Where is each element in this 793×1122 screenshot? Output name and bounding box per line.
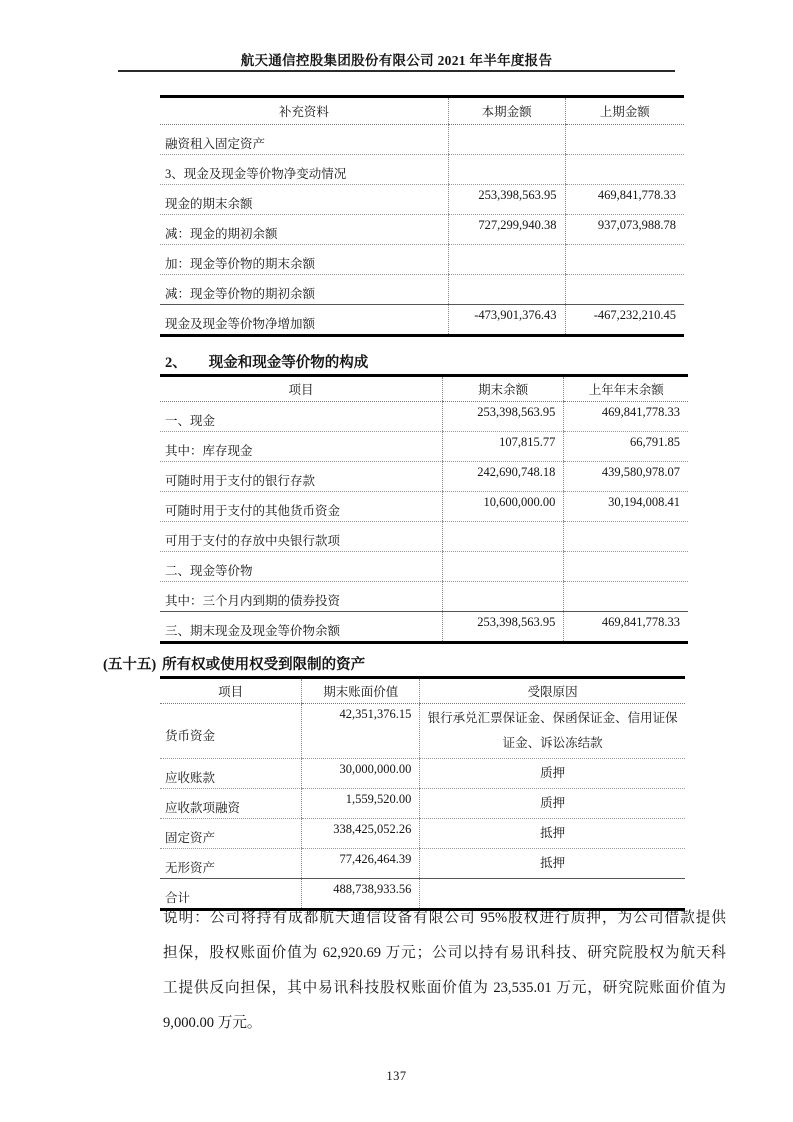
- table-row: [160, 582, 688, 612]
- cell-label: 其中：三个月内到期的债券投资: [160, 582, 442, 612]
- cell-current: [442, 552, 563, 582]
- cell-current: 253,398,563.95: [448, 185, 565, 215]
- cell-item: 货币资金: [160, 704, 302, 759]
- section-55-number: (五十五): [103, 657, 157, 673]
- table-row: [160, 125, 684, 155]
- cell-item: 合计: [160, 879, 302, 910]
- cell-current: [448, 245, 565, 275]
- cell-value: 42,351,376.15: [302, 704, 420, 759]
- cell-prior: [564, 552, 688, 582]
- col-header-prior-amount: 上期金额: [565, 97, 684, 125]
- cell-current: 727,299,940.38: [448, 215, 565, 245]
- col-header-current-amount: 本期金额: [448, 97, 565, 125]
- table-row: [160, 789, 685, 819]
- cell-prior: 937,073,988.78: [565, 215, 684, 245]
- cell-reason: 质押: [420, 759, 685, 789]
- table-row: [160, 462, 688, 492]
- report-header-title: 航天通信控股集团股份有限公司 2021 年半年度报告: [240, 53, 553, 68]
- restricted-assets-table: [160, 676, 685, 911]
- col-header-restriction-reason: 受限原因: [420, 678, 685, 704]
- cell-prior: [565, 245, 684, 275]
- cell-label: 可随时用于支付的其他货币资金: [160, 492, 442, 522]
- table-row-total: [160, 612, 688, 643]
- table-row: [160, 275, 684, 305]
- section-2-title: 现金和现金等价物的构成: [208, 355, 369, 371]
- cell-current: [442, 582, 563, 612]
- cell-current: [448, 125, 565, 155]
- cell-current: [442, 522, 563, 552]
- note-line: 担保，股权账面价值为 62,920.69 万元；公司以持有易讯科技、研究院股权为航天科: [163, 945, 726, 961]
- cell-label: 3、现金及现金等价物净变动情况: [160, 155, 448, 185]
- section-55-title: 所有权或使用权受到限制的资产: [162, 657, 366, 673]
- table-row-total: [160, 305, 684, 336]
- table-row: [160, 704, 685, 759]
- cell-prior: [565, 125, 684, 155]
- note-line: 工提供反向担保，其中易讯科技股权账面价值为 23,535.01 万元，研究院账面价值为: [163, 980, 726, 996]
- cell-label: 融资租入固定资产: [160, 125, 448, 155]
- cell-prior: [564, 522, 688, 552]
- note-line: 说明：公司将持有成都航天通信设备有限公司 95%股权进行质押，为公司借款提供: [163, 910, 726, 926]
- table-row: [160, 522, 688, 552]
- cell-reason: 抵押: [420, 819, 685, 849]
- page-number: 137: [386, 1069, 407, 1083]
- cell-value: 77,426,464.39: [302, 849, 420, 879]
- note-paragraph: [163, 901, 726, 1041]
- cell-current: 253,398,563.95: [442, 612, 563, 643]
- cell-prior: 469,841,778.33: [565, 185, 684, 215]
- cell-label: 加：现金等价物的期末余额: [160, 245, 448, 275]
- cell-label: 三、期末现金及现金等价物余额: [160, 612, 442, 643]
- cell-prior: 439,580,978.07: [564, 462, 688, 492]
- cell-current: [448, 275, 565, 305]
- table-row: [160, 819, 685, 849]
- supplement-table: [160, 95, 684, 337]
- table-row: [160, 492, 688, 522]
- table-row: [160, 245, 684, 275]
- col-header-closing-balance: 期末余额: [442, 376, 563, 402]
- table-header-row: [160, 678, 685, 704]
- cell-prior: [565, 155, 684, 185]
- cell-prior: 66,791.85: [564, 432, 688, 462]
- cell-value: 1,559,520.00: [302, 789, 420, 819]
- cell-current: 10,600,000.00: [442, 492, 563, 522]
- cell-current: 253,398,563.95: [442, 402, 563, 432]
- cell-item: 应收账款: [160, 759, 302, 789]
- cell-label: 现金及现金等价物净增加额: [160, 305, 448, 336]
- table-row: [160, 185, 684, 215]
- cell-label: 二、现金等价物: [160, 552, 442, 582]
- cell-label: 可随时用于支付的银行存款: [160, 462, 442, 492]
- cell-label: 减：现金的期初余额: [160, 215, 448, 245]
- cell-prior: [565, 275, 684, 305]
- cell-value: 30,000,000.00: [302, 759, 420, 789]
- col-header-item: 项目: [160, 376, 442, 402]
- cell-current: -473,901,376.43: [448, 305, 565, 336]
- table-row: [160, 155, 684, 185]
- cell-prior: 469,841,778.33: [564, 612, 688, 643]
- cell-current: [448, 155, 565, 185]
- col-header-book-value: 期末账面价值: [302, 678, 420, 704]
- cell-prior: [564, 582, 688, 612]
- cell-label: 其中：库存现金: [160, 432, 442, 462]
- cell-prior: 30,194,008.41: [564, 492, 688, 522]
- table-row: [160, 552, 688, 582]
- cell-current: 242,690,748.18: [442, 462, 563, 492]
- cell-reason: 抵押: [420, 849, 685, 879]
- cell-item: 应收款项融资: [160, 789, 302, 819]
- cell-reason: 银行承兑汇票保证金、保函保证金、信用证保证金、诉讼冻结款: [420, 704, 685, 759]
- table-row: [160, 215, 684, 245]
- cell-label: 现金的期末余额: [160, 185, 448, 215]
- cell-prior: 469,841,778.33: [564, 402, 688, 432]
- cell-label: 减：现金等价物的期初余额: [160, 275, 448, 305]
- cell-item: 无形资产: [160, 849, 302, 879]
- section-55-heading: [103, 653, 365, 674]
- section-2-number: 2、: [165, 355, 187, 371]
- table-row: [160, 759, 685, 789]
- note-line: 9,000.00 万元。: [163, 1015, 262, 1031]
- col-header-supplement: 补充资料: [160, 97, 448, 125]
- cell-label: 一、现金: [160, 402, 442, 432]
- table-row: [160, 849, 685, 879]
- cell-prior: -467,232,210.45: [565, 305, 684, 336]
- table-header-row: [160, 376, 688, 402]
- cell-value: 488,738,933.56: [302, 879, 420, 910]
- table-row: [160, 432, 688, 462]
- col-header-prior-year-balance: 上年年末余额: [564, 376, 688, 402]
- cell-reason: 质押: [420, 789, 685, 819]
- cell-label: 可用于支付的存放中央银行款项: [160, 522, 442, 552]
- cell-item: 固定资产: [160, 819, 302, 849]
- cell-value: 338,425,052.26: [302, 819, 420, 849]
- table-row: [160, 402, 688, 432]
- col-header-item: 项目: [160, 678, 302, 704]
- cell-current: 107,815.77: [442, 432, 563, 462]
- cash-composition-table: [160, 374, 688, 644]
- header-divider-rule: [118, 70, 675, 72]
- table-header-row: [160, 97, 684, 125]
- section-2-heading: [165, 351, 368, 372]
